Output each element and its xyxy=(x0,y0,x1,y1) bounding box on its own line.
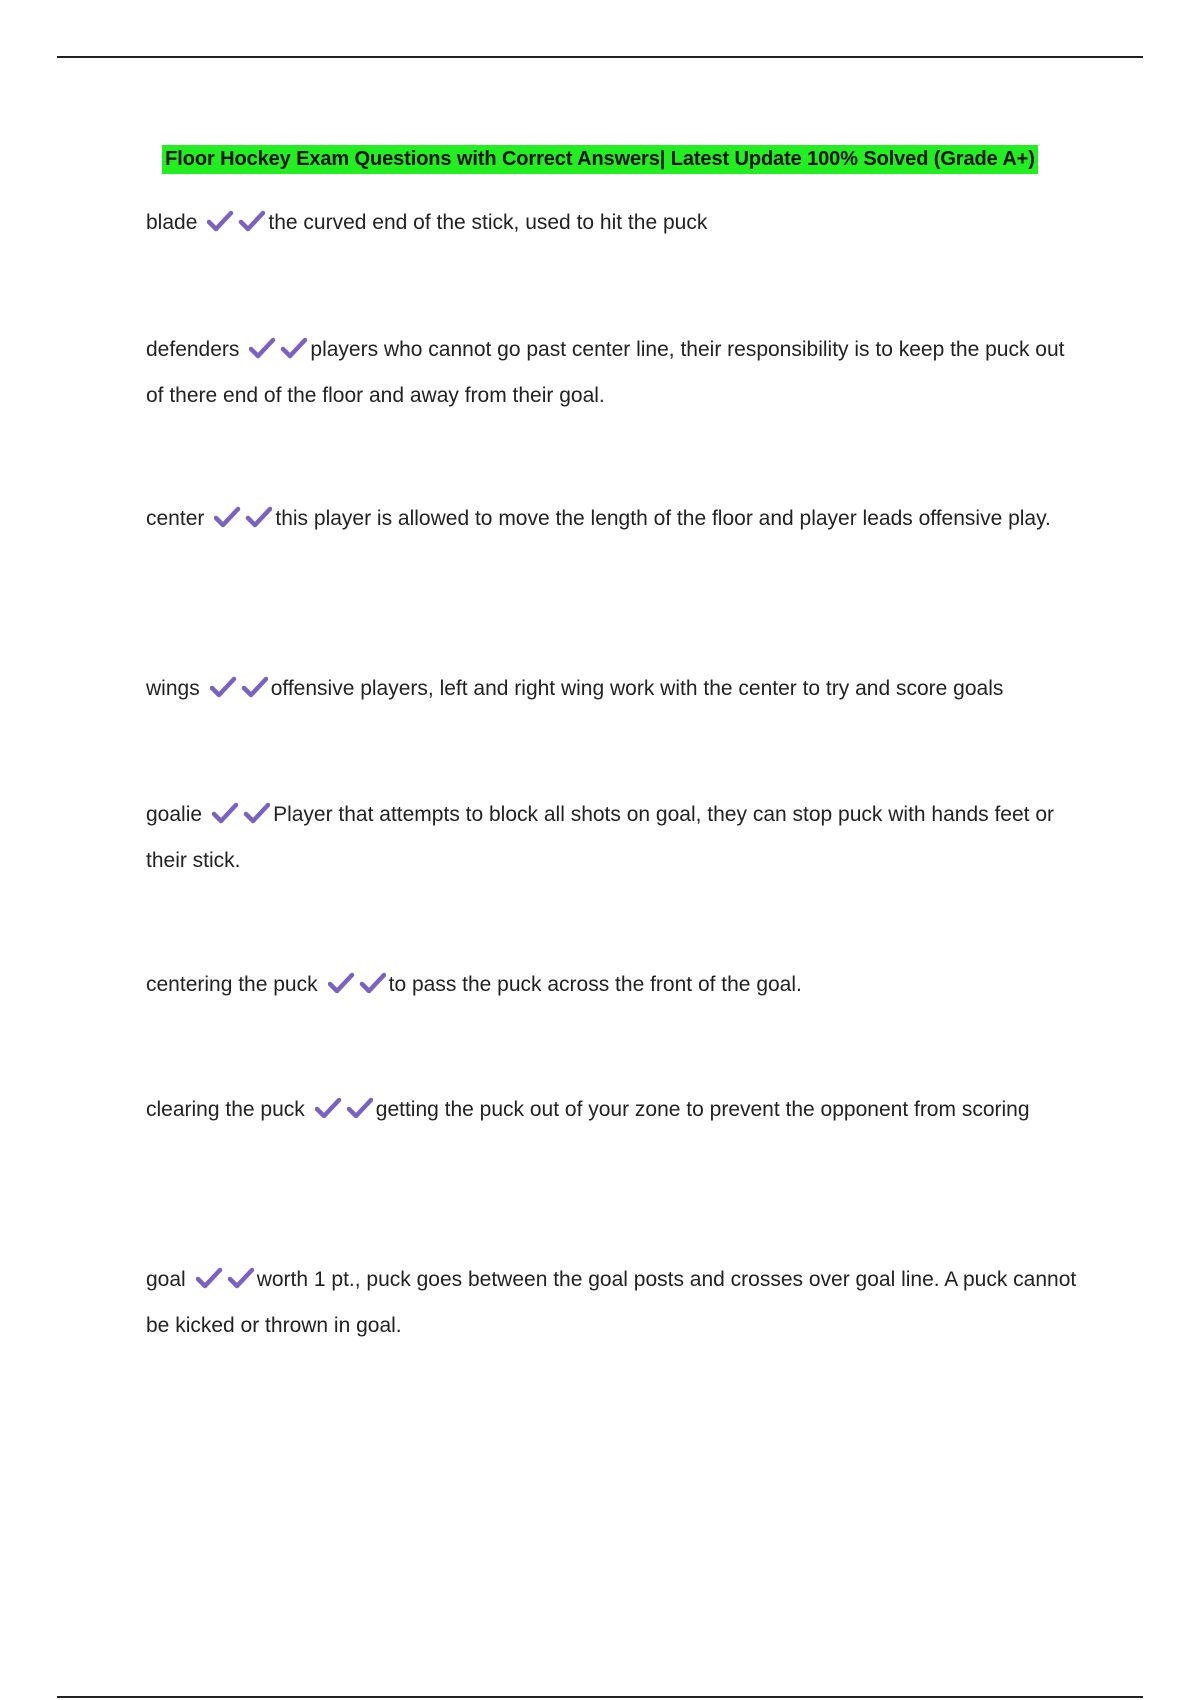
entry-definition: to pass the puck across the front of the goal. xyxy=(388,973,802,996)
double-check-icon xyxy=(210,676,268,698)
entry-term: blade xyxy=(146,211,198,234)
entry-term: wings xyxy=(146,677,200,700)
entry-term: clearing the puck xyxy=(146,1098,305,1121)
entry-wings xyxy=(146,666,1086,712)
entry-goalie xyxy=(146,792,1086,884)
double-check-icon xyxy=(207,210,265,232)
entry-definition: offensive players, left and right wing work with the center to try and score goals xyxy=(270,677,1004,700)
entry-goal xyxy=(146,1257,1086,1349)
entry-blade xyxy=(146,200,1086,246)
entry-center xyxy=(146,496,1086,542)
entry-term: center xyxy=(146,507,205,530)
entry-term: goal xyxy=(146,1268,186,1291)
top-rule xyxy=(57,56,1143,58)
double-check-icon xyxy=(328,972,386,994)
double-check-icon xyxy=(315,1097,373,1119)
document-title: Floor Hockey Exam Questions with Correct Answers| Latest Update 100% Solved (Grade A+) xyxy=(162,145,1038,174)
entry-defenders xyxy=(146,327,1086,419)
entry-term: centering the puck xyxy=(146,973,318,996)
double-check-icon xyxy=(249,337,307,359)
entry-definition: the curved end of the stick, used to hit the puck xyxy=(268,211,708,234)
entry-term: defenders xyxy=(146,338,240,361)
entry-definition: getting the puck out of your zone to prevent the opponent from scoring xyxy=(375,1098,1030,1121)
double-check-icon xyxy=(212,802,270,824)
entry-definition: players who cannot go past center line, their responsibility is to keep the puck out of there end of the floor and away from their goal. xyxy=(146,338,1065,407)
entry-definition: worth 1 pt., puck goes between the goal posts and crosses over goal line. A puck cannot be kicked or thrown in goal. xyxy=(146,1268,1077,1337)
entry-clearing-the-puck xyxy=(146,1087,1086,1133)
double-check-icon xyxy=(196,1267,254,1289)
entry-definition: Player that attempts to block all shots on goal, they can stop puck with hands feet or their stick. xyxy=(146,803,1054,872)
title-block xyxy=(0,145,1200,174)
entry-definition: this player is allowed to move the length of the floor and player leads offensive play. xyxy=(275,507,1051,530)
bottom-rule xyxy=(57,1696,1143,1698)
entry-centering-the-puck xyxy=(146,962,1086,1008)
entry-term: goalie xyxy=(146,803,203,826)
double-check-icon xyxy=(214,506,272,528)
